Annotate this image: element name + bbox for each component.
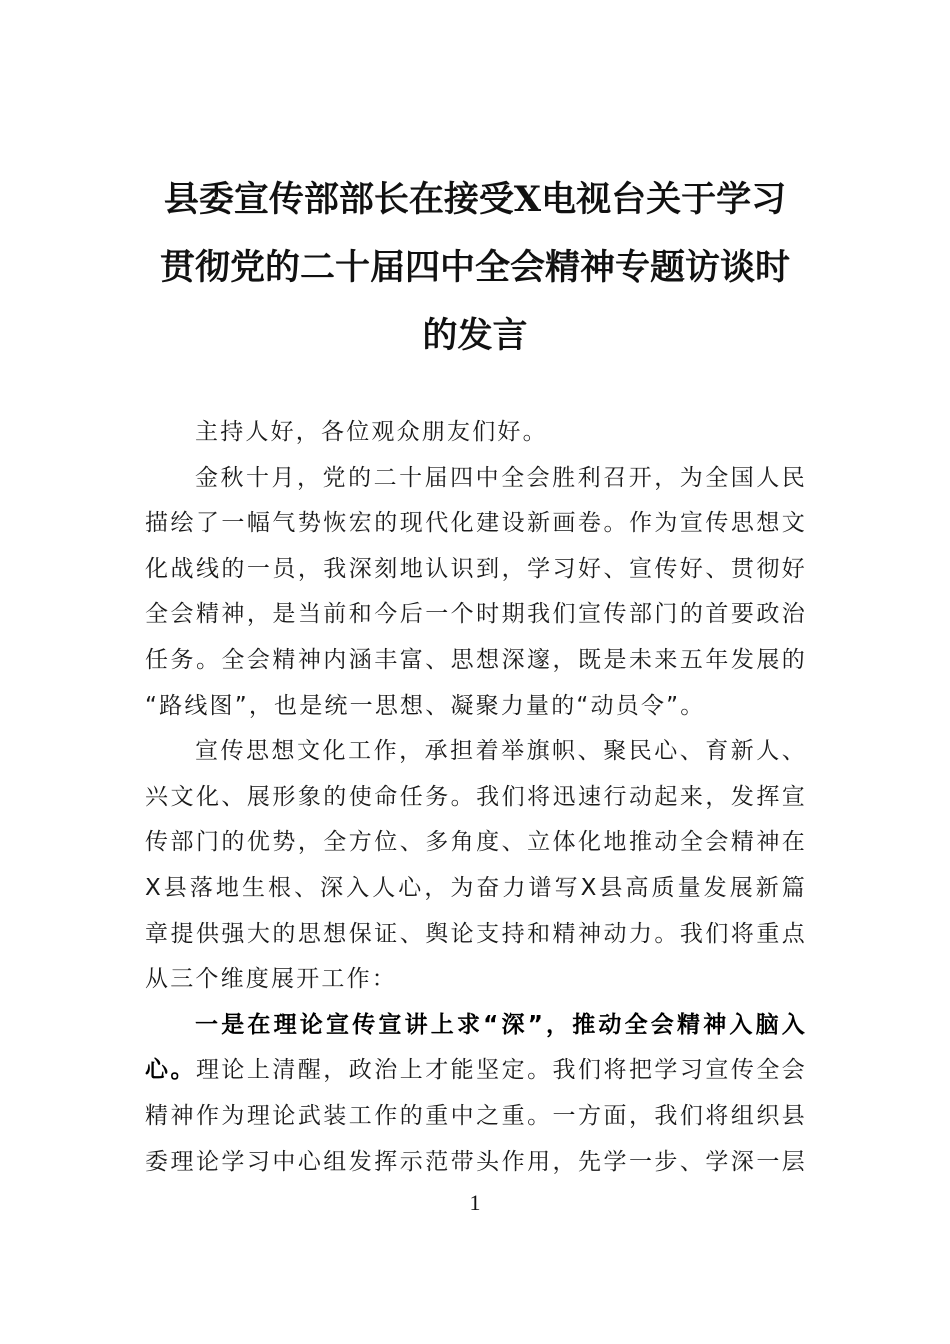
paragraph-line: 全会精神，是当前和今后一个时期我们宣传部门的首要政治 xyxy=(145,601,807,628)
point-one-heading-line: 一是在理论宣传宣讲上求“深”，推动全会精神入脑入 xyxy=(195,1011,807,1038)
paragraph-line xyxy=(145,1048,807,1094)
paragraph-line: 从三个维度展开工作： xyxy=(145,966,397,993)
paragraph-greeting xyxy=(145,410,807,456)
paragraph-line: 兴文化、展形象的使命任务。我们将迅速行动起来，发挥宣 xyxy=(145,783,807,810)
paragraph-line: 主持人好，各位观众朋友们好。 xyxy=(195,419,548,445)
title-line-3: 的发言 xyxy=(422,315,528,356)
paragraph-point-one xyxy=(145,1003,807,1185)
paragraph-line: 宣传思想文化工作，承担着举旗帜、聚民心、育新人、 xyxy=(195,738,807,765)
title-line-1: 县委宣传部部长在接受X电视台关于学习 xyxy=(163,179,787,220)
paragraph-line: 任务。全会精神内涵丰富、思想深邃，既是未来五年发展的 xyxy=(145,646,807,673)
document-title xyxy=(145,166,805,370)
page-number: 1 xyxy=(469,1190,481,1215)
title-line-2: 贯彻党的二十届四中全会精神专题访谈时 xyxy=(159,247,790,288)
paragraph-line: 描绘了一幅气势恢宏的现代化建设新画卷。作为宣传思想文 xyxy=(145,510,807,537)
paragraph-mission xyxy=(145,729,807,1003)
paragraph-line: 章提供强大的思想保证、舆论支持和精神动力。我们将重点 xyxy=(145,920,807,947)
paragraph-line: “路线图”，也是统一思想、凝聚力量的“动员令”。 xyxy=(145,692,706,719)
paragraph-line: 委理论学习中心组发挥示范带头作用，先学一步、学深一层 xyxy=(145,1148,807,1175)
paragraph-line: 精神作为理论武装工作的重中之重。一方面，我们将组织县 xyxy=(145,1102,807,1129)
paragraph-line: X县落地生根、深入人心，为奋力谱写X县高质量发展新篇 xyxy=(145,874,807,901)
paragraph-line: 化战线的一员，我深刻地认识到，学习好、宣传好、贯彻好 xyxy=(145,555,807,582)
point-one-heading-end: 心。 xyxy=(145,1057,196,1084)
document-body xyxy=(145,410,807,1185)
paragraph-line: 传部门的优势，全方位、多角度、立体化地推动全会精神在 xyxy=(145,829,807,856)
paragraph-intro xyxy=(145,456,807,730)
paragraph-line: 金秋十月，党的二十届四中全会胜利召开，为全国人民 xyxy=(195,464,807,491)
point-one-text: 理论上清醒，政治上才能坚定。我们将把学习宣传全会 xyxy=(195,1057,807,1084)
